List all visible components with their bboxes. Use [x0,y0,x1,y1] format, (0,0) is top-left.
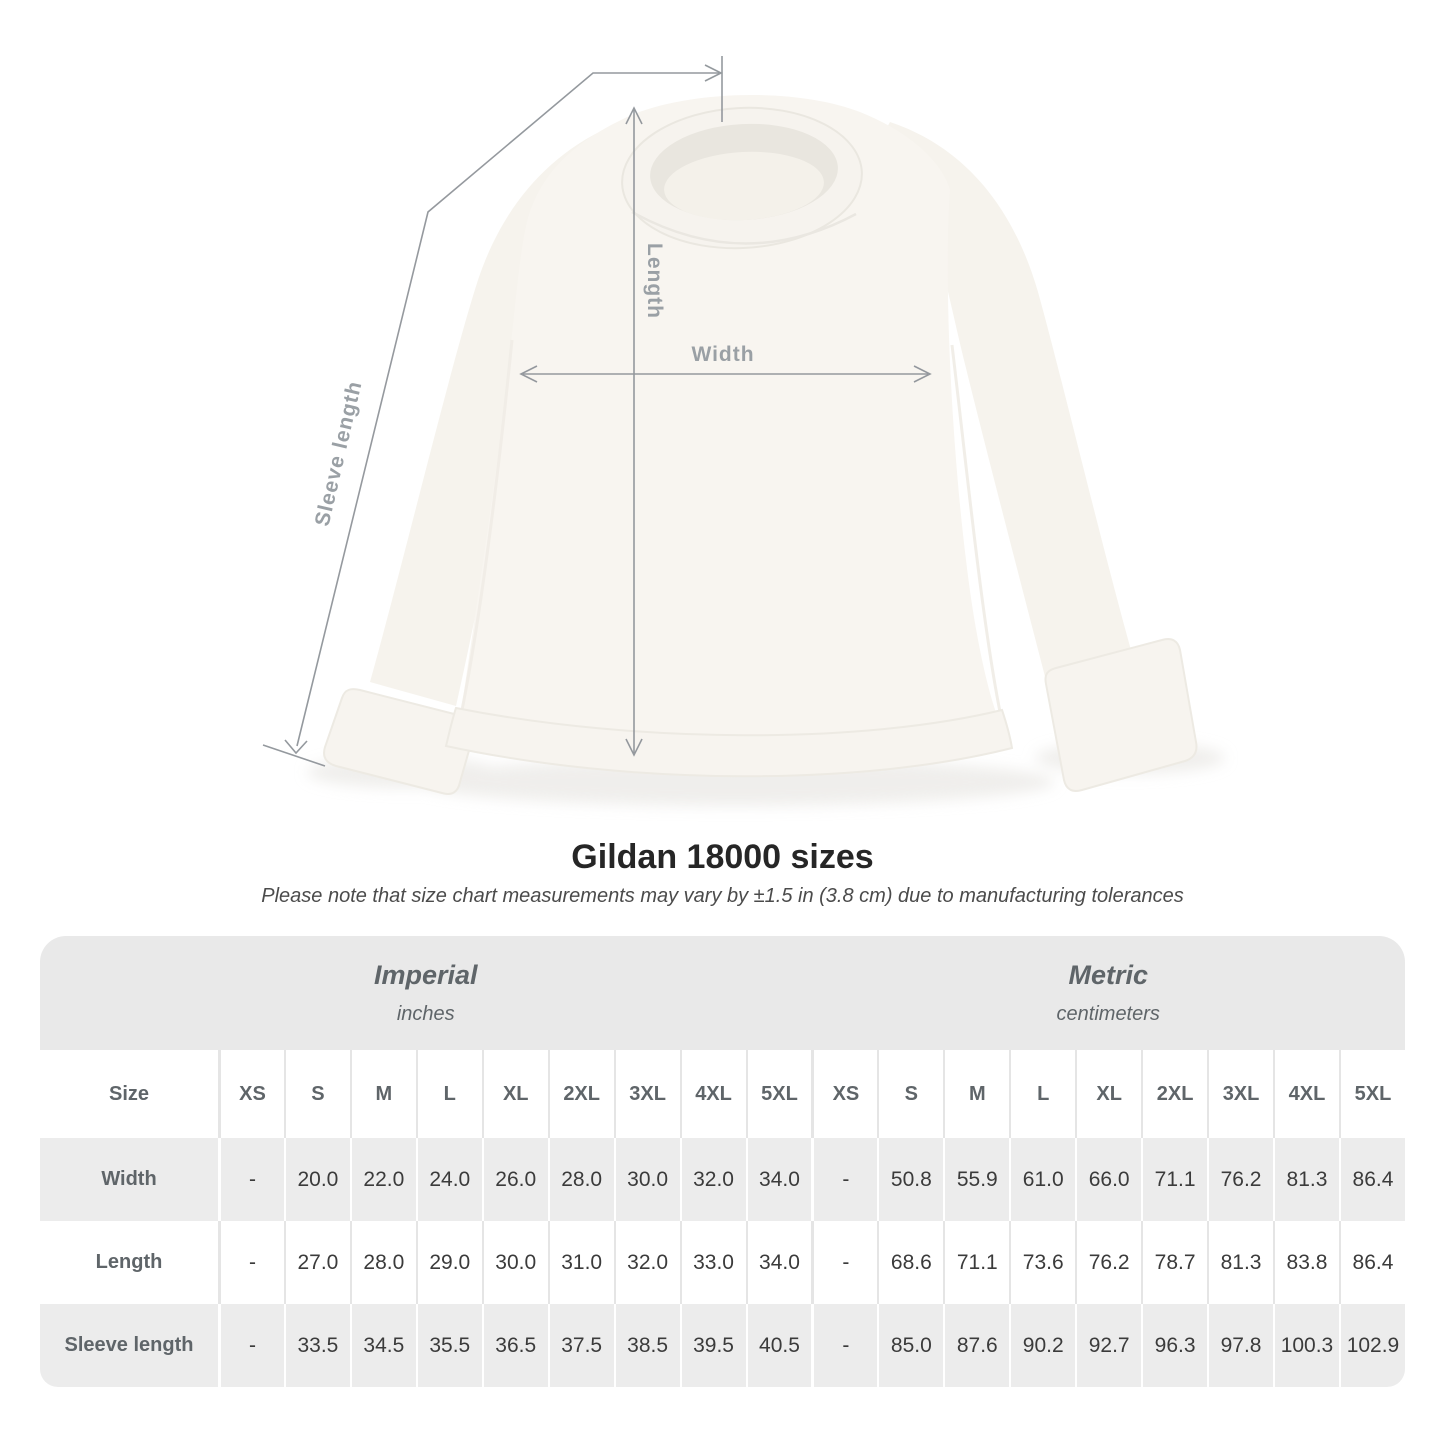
value-cell: 30.0 [614,1138,680,1221]
value-cell: 100.3 [1273,1304,1339,1387]
value-cell: 76.2 [1207,1138,1273,1221]
value-cell: 96.3 [1141,1304,1207,1387]
unit-section-subtitle: centimeters [1056,1003,1160,1025]
size-header-cell: XS [811,1050,877,1138]
size-header-cell: 3XL [1207,1050,1273,1138]
unit-section-title: Metric [1068,960,1148,990]
value-cell: 34.0 [746,1221,812,1304]
value-cell: 85.0 [877,1304,943,1387]
length-label: Length [643,243,666,319]
size-header-cell: XL [482,1050,548,1138]
size-table-container [40,936,1405,1387]
value-cell: 36.5 [482,1304,548,1387]
value-cell: 90.2 [1009,1304,1075,1387]
size-column-header: Size [40,1050,218,1138]
sleeve-length-label: Sleeve length [310,378,367,529]
value-cell: 86.4 [1339,1138,1405,1221]
size-header-cell: 2XL [548,1050,614,1138]
size-header-cell: S [284,1050,350,1138]
size-header-cell: 5XL [1339,1050,1405,1138]
value-cell: 28.0 [548,1138,614,1221]
value-cell: 39.5 [680,1304,746,1387]
value-cell: 81.3 [1207,1221,1273,1304]
size-header-cell: S [877,1050,943,1138]
value-cell: 35.5 [416,1304,482,1387]
value-cell: 86.4 [1339,1221,1405,1304]
value-cell: 50.8 [877,1138,943,1221]
size-header-cell: XL [1075,1050,1141,1138]
value-cell: 38.5 [614,1304,680,1387]
value-cell: 68.6 [877,1221,943,1304]
value-cell: - [811,1221,877,1304]
value-cell: 28.0 [350,1221,416,1304]
value-cell: 102.9 [1339,1304,1405,1387]
value-cell: 92.7 [1075,1304,1141,1387]
size-header-cell: M [350,1050,416,1138]
value-cell: - [218,1221,284,1304]
value-cell: - [811,1304,877,1387]
size-header-cell: 5XL [746,1050,812,1138]
value-cell: 26.0 [482,1138,548,1221]
value-cell: 40.5 [746,1304,812,1387]
size-header-cell: L [1009,1050,1075,1138]
row-label: Width [40,1138,218,1221]
value-cell: 24.0 [416,1138,482,1221]
value-cell: 34.5 [350,1304,416,1387]
size-header-cell: 4XL [680,1050,746,1138]
page-title: Gildan 18000 sizes [571,838,874,876]
value-cell: - [811,1138,877,1221]
value-cell: 33.0 [680,1221,746,1304]
value-cell: 78.7 [1141,1221,1207,1304]
value-cell: - [218,1304,284,1387]
value-cell: 29.0 [416,1221,482,1304]
size-header-cell: M [943,1050,1009,1138]
value-cell: 97.8 [1207,1304,1273,1387]
tolerance-note: Please note that size chart measurements may vary by ±1.5 in (3.8 cm) due to manufacturing tolerances [261,885,1184,907]
value-cell: 71.1 [943,1221,1009,1304]
size-header-cell: L [416,1050,482,1138]
value-cell: 73.6 [1009,1221,1075,1304]
value-cell: 87.6 [943,1304,1009,1387]
value-cell: - [218,1138,284,1221]
value-cell: 37.5 [548,1304,614,1387]
value-cell: 76.2 [1075,1221,1141,1304]
unit-section-subtitle: inches [396,1003,455,1025]
value-cell: 22.0 [350,1138,416,1221]
value-cell: 20.0 [284,1138,350,1221]
sweatshirt-graphic [324,95,1196,794]
size-header-cell: XS [218,1050,284,1138]
size-header-cell: 3XL [614,1050,680,1138]
value-cell: 31.0 [548,1221,614,1304]
row-label: Length [40,1221,218,1304]
value-cell: 32.0 [680,1138,746,1221]
value-cell: 30.0 [482,1221,548,1304]
value-cell: 71.1 [1141,1138,1207,1221]
value-cell: 81.3 [1273,1138,1339,1221]
value-cell: 66.0 [1075,1138,1141,1221]
size-header-cell: 4XL [1273,1050,1339,1138]
value-cell: 83.8 [1273,1221,1339,1304]
value-cell: 33.5 [284,1304,350,1387]
value-cell: 61.0 [1009,1138,1075,1221]
row-label: Sleeve length [40,1304,218,1387]
value-cell: 27.0 [284,1221,350,1304]
unit-section-header [811,936,1405,1050]
unit-section-header [40,936,811,1050]
size-header-cell: 2XL [1141,1050,1207,1138]
size-table [40,936,1405,1387]
value-cell: 34.0 [746,1138,812,1221]
value-cell: 55.9 [943,1138,1009,1221]
unit-section-title: Imperial [373,960,478,990]
width-label: Width [691,343,755,366]
value-cell: 32.0 [614,1221,680,1304]
